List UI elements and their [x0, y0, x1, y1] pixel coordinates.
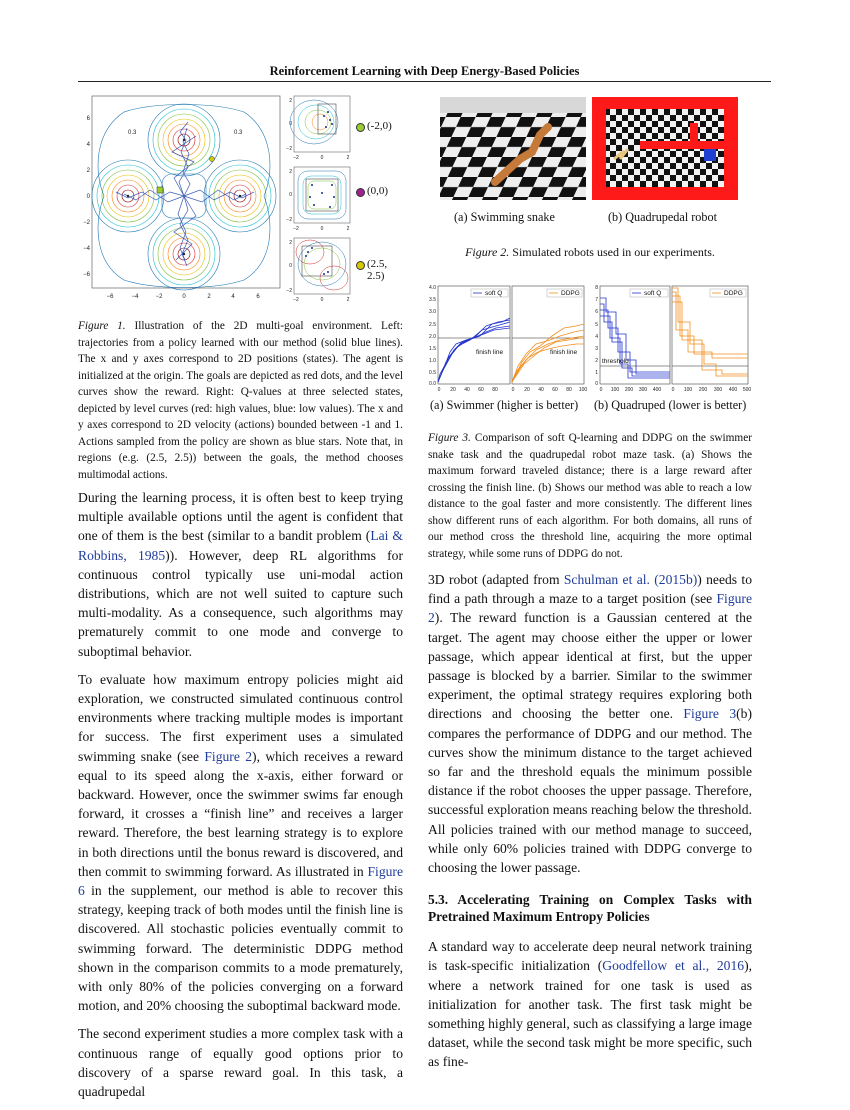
x-tick: 20 [524, 387, 530, 393]
figure-2b-subcaption: (b) Quadrupedal robot [608, 210, 717, 224]
x-tick: 100 [610, 387, 620, 393]
figure-1-caption [78, 318, 403, 483]
y-tick: 3.5 [429, 297, 436, 303]
figure-link[interactable]: Figure 3 [683, 706, 737, 722]
x-tick: 0 [437, 387, 441, 393]
text-run: )). However, deep RL algorithms for continuous control typically use uni-modal action distributions, which are not well suited to capture such multi-modality. As a consequence, such algorithms may prematurely commit to one mode and converge to suboptimal behavior. [78, 547, 403, 659]
legend-softq: soft Q [644, 290, 662, 297]
small-y-tick: 0 [289, 263, 292, 269]
y-tick: −4 [83, 246, 90, 252]
x-tick: 80 [492, 387, 498, 393]
x-tick: 60 [478, 387, 484, 393]
y-tick: 6 [595, 309, 598, 315]
legend-ddpg: DDPG [724, 290, 743, 297]
citation-link[interactable]: Schulman et al. (2015b) [563, 572, 698, 587]
state-marker-1 [356, 123, 365, 132]
figure-3b-subcaption: (b) Quadruped (lower is better) [594, 398, 747, 412]
figure-2 [440, 97, 740, 247]
x-tick: 300 [713, 387, 723, 393]
x-tick: 40 [538, 387, 544, 393]
y-tick: 2 [86, 168, 90, 174]
small-y-tick: 0 [289, 192, 292, 198]
y-tick: 0 [595, 381, 598, 387]
figure-1 [84, 92, 404, 307]
y-tick: 2.5 [429, 322, 436, 328]
text-run: (b) compares the performance of DDPG and our method. The curves show the minimum distance to the target achieved so far and the threshold equals the minimum possible distance if the robot chooses the upper passage. Therefore, successful exploration means reaching below the threshold. All policies trained with our method manage to succeed, while only 60% policies trained with DDPG converge to choosing the lower passage. [428, 706, 752, 876]
y-tick: 0.5 [429, 370, 436, 376]
x-tick: 60 [552, 387, 558, 393]
small-y-tick: 2 [289, 240, 292, 246]
small-y-tick: −2 [286, 217, 292, 223]
small-x-tick: 0 [320, 155, 324, 161]
y-tick: 2 [595, 358, 598, 364]
x-tick: 500 [742, 387, 752, 393]
section-heading: 5.3. Accelerating Training on Complex Tasks with Pretrained Maximum Entropy Policies [428, 892, 752, 925]
text-run: During the learning process, it is often best to keep trying multiple available options until the agent is confident that one of them is the best (similar to a bandit problem ( [78, 490, 403, 544]
text-run: ), where a network trained for one task is used as initialization for another task. The first task might be something highly general, such as classifying a large image dataset, while the second task might be more specific, such as fine- [428, 958, 752, 1070]
header-rule [78, 81, 771, 82]
citation-link[interactable]: Lai & Robbins, 1985 [78, 528, 403, 563]
text-run: A standard way to accelerate deep neural network training is task-specific initialization ( [428, 939, 752, 974]
y-tick: 3.0 [429, 309, 436, 315]
x-tick: 200 [698, 387, 708, 393]
small-x-tick: −2 [293, 297, 299, 303]
small-x-tick: −2 [293, 226, 299, 232]
contour-label: 0.3 [128, 130, 137, 136]
small-y-tick: −2 [286, 288, 292, 294]
small-y-tick: 0 [289, 121, 292, 127]
x-tick: 400 [728, 387, 738, 393]
text-run: ) needs to find a path through a maze to a target position (see [428, 572, 752, 607]
y-tick: 4 [86, 142, 90, 148]
x-tick: 100 [578, 387, 588, 393]
y-tick: 1.5 [429, 346, 436, 352]
x-tick: 200 [624, 387, 634, 393]
citation-link[interactable]: Goodfellow et al., 2016 [602, 958, 745, 974]
small-y-tick: −2 [286, 146, 292, 152]
figure-2-caption [428, 244, 752, 261]
small-x-tick: 2 [346, 155, 350, 161]
figure-2a-subcaption: (a) Swimming snake [454, 210, 555, 224]
x-tick: 300 [638, 387, 648, 393]
figure-3-caption [428, 430, 752, 562]
x-tick: −2 [155, 294, 163, 300]
y-tick: 0.0 [429, 381, 436, 387]
caption-label: Figure 2. [465, 245, 510, 259]
swimmer-results-chart [426, 282, 592, 394]
left-column [78, 488, 403, 1110]
text-run: ), which receives a reward equal to its speed along the x-axis, either forward or backward. However, once the swimmer swims far enough forward, it crosses a “finish line” and receives a larger reward. Therefore, the best learning strategy is to explore in both directions until the bonus reward is discovered, and then commit to swimming forward. As illustrated in [78, 748, 403, 879]
state-label-1: (-2,0) [367, 120, 392, 132]
paragraph [78, 488, 403, 661]
y-tick: 5 [595, 322, 598, 328]
small-x-tick: 0 [320, 297, 324, 303]
right-column [428, 570, 752, 1081]
x-tick: 400 [652, 387, 662, 393]
y-tick: 8 [595, 285, 598, 291]
small-x-tick: 2 [346, 226, 350, 232]
y-tick: 2.0 [429, 334, 436, 340]
paragraph [78, 670, 403, 1016]
finish-line-label: finish line [550, 349, 578, 356]
paragraph: The second experiment studies a more complex task with a continuous range of equally good options prior to discovery of a sparse reward goal. In this task, a quadrupedal [78, 1026, 403, 1100]
y-tick: 1 [595, 370, 598, 376]
x-tick: 0 [511, 387, 515, 393]
y-tick: 7 [595, 297, 598, 303]
x-tick: −6 [106, 294, 114, 300]
caption-text: Comparison of soft Q-learning and DDPG on the swimmer snake task and the quadrupedal robot maze task. (a) Shows the maximum forward traveled distance; there is a large reward after crossing the finish line. (b) Shows our method was able to reach a low distance to the goal faster and more consistently. The different lines show different runs of each algorithm. For both domains, all runs of our method cross the threshold line, acquiring the more optimal strategy, while some runs of DDPG do not. [428, 432, 753, 560]
x-tick: 80 [566, 387, 572, 393]
contour-label: 0.3 [234, 130, 243, 136]
y-tick: −2 [83, 220, 90, 226]
x-tick: 0 [599, 387, 603, 393]
quadruped-results-chart [592, 282, 752, 394]
y-tick: 4.0 [429, 285, 436, 291]
x-tick: 0 [671, 387, 675, 393]
x-tick: 20 [450, 387, 456, 393]
small-x-tick: 0 [320, 226, 324, 232]
x-tick: 2 [207, 294, 211, 300]
figure-link[interactable]: Figure 2 [428, 591, 752, 626]
x-tick: 4 [231, 294, 235, 300]
text-run: in the supplement, our method is able to recover this strategy, keeping track of both modes until the finish line is discovered. All stochastic policies eventually commit to swimming forward. The deterministic DDPG method shown in the comparison commits to a mode prematurely, with only 80% of the policies converging on a forward motion, and 20% choosing the suboptimal backward mode. [78, 883, 403, 1014]
y-tick: 4 [595, 334, 598, 340]
x-tick: 6 [256, 294, 260, 300]
x-tick: −4 [131, 294, 139, 300]
small-y-tick: 2 [289, 169, 292, 175]
caption-label: Figure 3. [428, 432, 471, 444]
small-x-tick: −2 [293, 155, 299, 161]
small-x-tick: 2 [346, 297, 350, 303]
quadrupedal-robot-image [592, 97, 738, 200]
q-value-panel-2 [284, 163, 354, 233]
figure-3 [426, 282, 756, 412]
swimming-snake-image [440, 97, 586, 200]
x-tick: 100 [683, 387, 693, 393]
figure-link[interactable]: Figure 2 [204, 748, 253, 764]
state-label-3: (2.5, 2.5) [367, 258, 388, 282]
text-run: ). The reward function is a Gaussian centered at the target. The agent may choose either the upper or lower passage, which appear identical at first, but the upper passage is blocked by a barrier. Similar to the swimmer experiment, the optimal strategy requires exploring both directions and choosing the better one. [428, 610, 752, 722]
multigoal-trajectory-plot [84, 92, 284, 307]
y-tick: 3 [595, 346, 598, 352]
running-header: Reinforcement Learning with Deep Energy-Based Policies [269, 64, 580, 78]
threshold-label: threshold [602, 358, 629, 365]
state-marker-2 [356, 188, 365, 197]
paragraph [428, 937, 752, 1071]
finish-line-label: finish line [476, 349, 504, 356]
caption-text: Illustration of the 2D multi-goal environment. Left: trajectories from a policy learned with our method (solid blue lines). The x and y axes correspond to 2D positions (states). The agent is initialized at the origin. The goals are depicted as red dots, and the level curves show the reward. Right: Q-values at three selected states, depicted by level curves (red: high values, blue: low values). The x and y axes correspond to 2D velocity (actions) bounded between -1 and 1. Actions sampled from the policy are shown as blue stars. Note that, in regions (e.g. (2.5, 2.5)) between the goals, the method chooses multimodal actions. [78, 320, 404, 481]
y-tick: 0 [86, 194, 90, 200]
text-run: To evaluate how maximum entropy policies might aid exploration, we constructed simulated continuous control environments where tracking multiple modes is important for success. The first experiment uses a simulated swimming snake (see [78, 671, 403, 764]
q-value-panel-1 [284, 92, 354, 162]
caption-label: Figure 1. [78, 320, 126, 332]
state-marker-3 [356, 261, 365, 270]
x-tick: 0 [182, 294, 186, 300]
legend-softq: soft Q [485, 290, 503, 297]
figure-3a-subcaption: (a) Swimmer (higher is better) [430, 398, 579, 412]
text-run: 3D robot (adapted from [428, 572, 564, 587]
y-tick: 6 [86, 116, 90, 122]
figure-link[interactable]: Figure 6 [78, 863, 403, 899]
paragraph [428, 570, 752, 877]
small-y-tick: 2 [289, 98, 292, 104]
caption-text: Simulated robots used in our experiments. [512, 245, 715, 259]
y-tick: −6 [83, 272, 90, 278]
x-tick: 40 [464, 387, 470, 393]
y-tick: 1.0 [429, 358, 436, 364]
q-value-panel-3 [284, 234, 354, 304]
legend-ddpg: DDPG [561, 290, 580, 297]
state-label-2: (0,0) [367, 185, 389, 197]
